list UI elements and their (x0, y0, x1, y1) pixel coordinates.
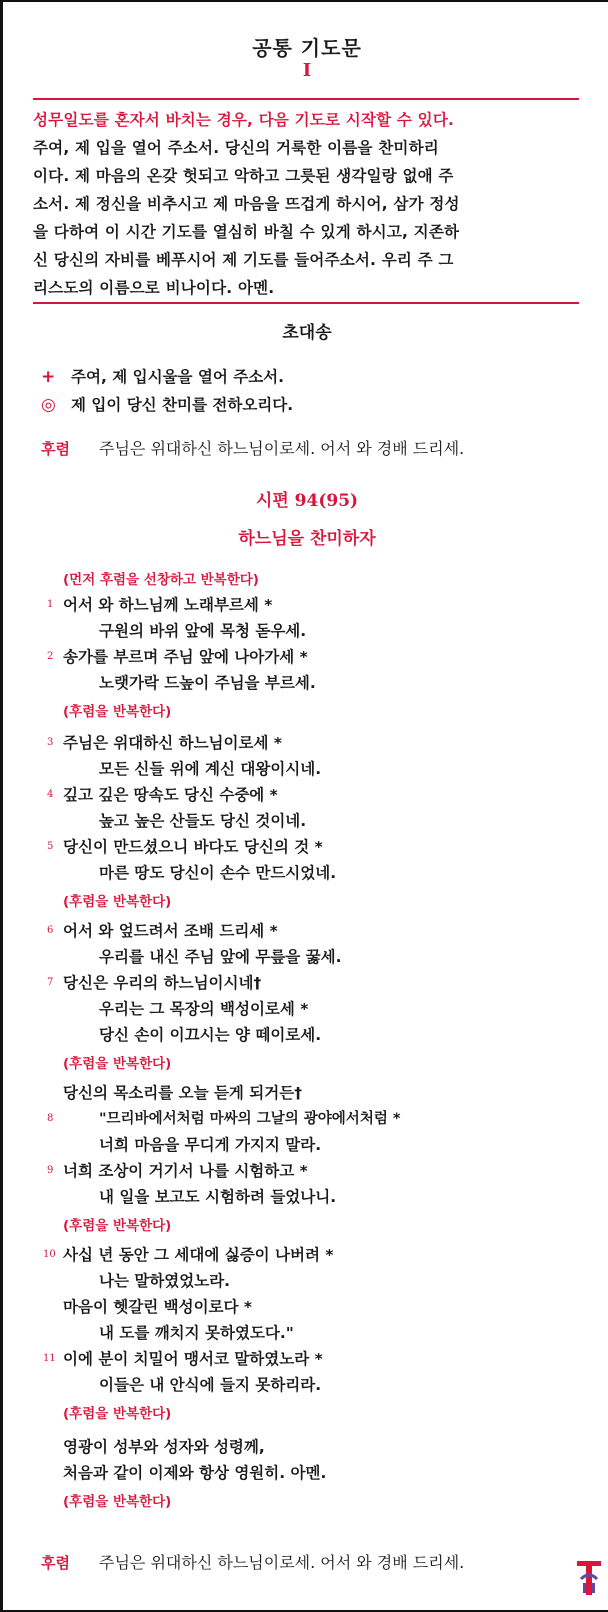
intro-bottom-rule (33, 302, 579, 304)
rubric-note: (후렴을 반복한다) (63, 1218, 172, 1234)
doxology-line: 영광이 성부와 성자와 성령께, (63, 1438, 265, 1456)
verse-line: 구원의 바위 앞에 목청 돋우세. (99, 622, 307, 640)
verse-line: 나는 말하였었노라. (99, 1272, 231, 1290)
verse-number: 5 (47, 841, 54, 852)
intro-line: 소서. 제 정신을 비추시고 제 마음을 뜨겁게 하시어, 삼가 정성 (33, 195, 460, 213)
verse-number: 8 (47, 1113, 54, 1124)
verse-number: 11 (43, 1353, 56, 1364)
psalm-title: 시편 94(95) (255, 491, 359, 511)
verse-line: 내 도를 깨치지 못하였도다." (99, 1324, 294, 1342)
verse-line: 이에 분이 치밀어 맹서코 말하였노라 * (63, 1350, 323, 1368)
verse-line: 너희 조상이 거기서 나를 시험하고 * (63, 1162, 308, 1180)
intro-top-rule (33, 98, 579, 100)
rubric-note: (후렴을 반복한다) (63, 1056, 172, 1072)
rubric-note: (후렴을 반복한다) (63, 704, 172, 720)
versicle-cross-icon: + (41, 367, 56, 387)
refrain-label: 후렴 (41, 1554, 70, 1572)
rubric-note: (후렴을 반복한다) (63, 1494, 172, 1510)
intro-line: 이다. 제 마음의 온갖 헛되고 악하고 그릇된 생각일랑 없애 주 (33, 167, 454, 185)
doxology-line: 처음과 같이 이제와 항상 영원히. 아멘. (63, 1464, 327, 1482)
verse-line: 모든 신들 위에 계신 대왕이시네. (99, 760, 322, 778)
section-number: I (302, 60, 312, 81)
verse-line: 어서 와 하느님께 노래부르세 * (63, 596, 273, 614)
refrain-text: 주님은 위대하신 하느님이로세. 어서 와 경배 드리세. (99, 439, 465, 458)
verse-line: 주님은 위대하신 하느님이로세 * (63, 734, 282, 752)
verse-number: 2 (47, 651, 54, 662)
page-title: 공통 기도문 (252, 36, 362, 60)
refrain-text: 주님은 위대하신 하느님이로세. 어서 와 경배 드리세. (99, 1553, 465, 1572)
verse-line: 높고 높은 산들도 당신 것이네. (99, 812, 307, 830)
verse-line: 이들은 내 안식에 들지 못하리라. (99, 1376, 322, 1394)
rubric-note: (먼저 후렴을 선창하고 반복한다) (63, 572, 259, 588)
verse-line: 당신은 우리의 하느님이시네† (63, 974, 262, 992)
intro-line: 주여, 제 입을 열어 주소서. 당신의 거룩한 이름을 찬미하리 (33, 139, 439, 157)
verse-number: 7 (47, 977, 54, 988)
verse-number: 9 (47, 1165, 54, 1176)
response-circle-icon: ◎ (41, 395, 56, 415)
verse-number: 3 (47, 737, 54, 748)
verse-line: 노랫가락 드높이 주님을 부르세. (99, 674, 316, 692)
verse-number: 6 (47, 925, 54, 936)
verse-line: 깊고 깊은 땅속도 당신 수중에 * (63, 786, 278, 804)
intro-line: 을 다하여 이 시간 기도를 열심히 바칠 수 있게 하시고, 지존하 (33, 223, 460, 241)
verse-number: 10 (43, 1249, 56, 1260)
versicle-text: 주여, 제 입시울을 열어 주소서. (71, 368, 285, 386)
verse-line: 우리를 내신 주님 앞에 무릎을 꿇세. (99, 948, 342, 966)
verse-line: 당신 손이 이끄시는 양 떼이로세. (99, 1026, 322, 1044)
intro-line: 리스도의 이름으로 비나이다. 아멘. (33, 279, 275, 297)
refrain-label: 후렴 (41, 440, 70, 458)
verse-line: "므리바에서처럼 마싸의 그날의 광야에서처럼 * (99, 1111, 401, 1127)
verse-line: 너희 마음을 무디게 가지지 말라. (99, 1136, 322, 1154)
verse-line: 어서 와 엎드려서 조배 드리세 * (63, 922, 278, 940)
verse-line: 사십 년 동안 그 세대에 싫증이 나버려 * (63, 1246, 334, 1264)
verse-line: 우리는 그 목장의 백성이로세 * (99, 1000, 309, 1018)
verse-line: 마른 땅도 당신이 손수 만드시었네. (99, 864, 337, 882)
invitatory-heading: 초대송 (282, 323, 332, 343)
verse-line: 송가를 부르며 주님 앞에 나아가세 * (63, 648, 308, 666)
response-text: 제 입이 당신 찬미를 전하오리다. (71, 396, 294, 414)
verse-number: 1 (47, 599, 54, 610)
verse-line: 마음이 헷갈린 백성이로다 * (63, 1298, 252, 1316)
intro-line: 신 당신의 자비를 베푸시어 제 기도를 들어주소서. 우리 주 그 (33, 251, 454, 269)
rubric-note: (후렴을 반복한다) (63, 894, 172, 910)
tau-cross-logo (575, 1557, 603, 1597)
verse-number: 4 (47, 789, 54, 800)
rubric-note: (후렴을 반복한다) (63, 1406, 172, 1422)
verse-line: 당신이 만드셨으니 바다도 당신의 것 * (63, 838, 323, 856)
verse-line: 당신의 목소리를 오늘 듣게 되거든† (63, 1084, 302, 1102)
intro-rubric: 성무일도를 혼자서 바치는 경우, 다음 기도로 시작할 수 있다. (33, 111, 455, 129)
psalm-subtitle: 하느님을 찬미하자 (238, 529, 376, 549)
verse-line: 내 일을 보고도 시험하려 들었나니. (99, 1188, 337, 1206)
